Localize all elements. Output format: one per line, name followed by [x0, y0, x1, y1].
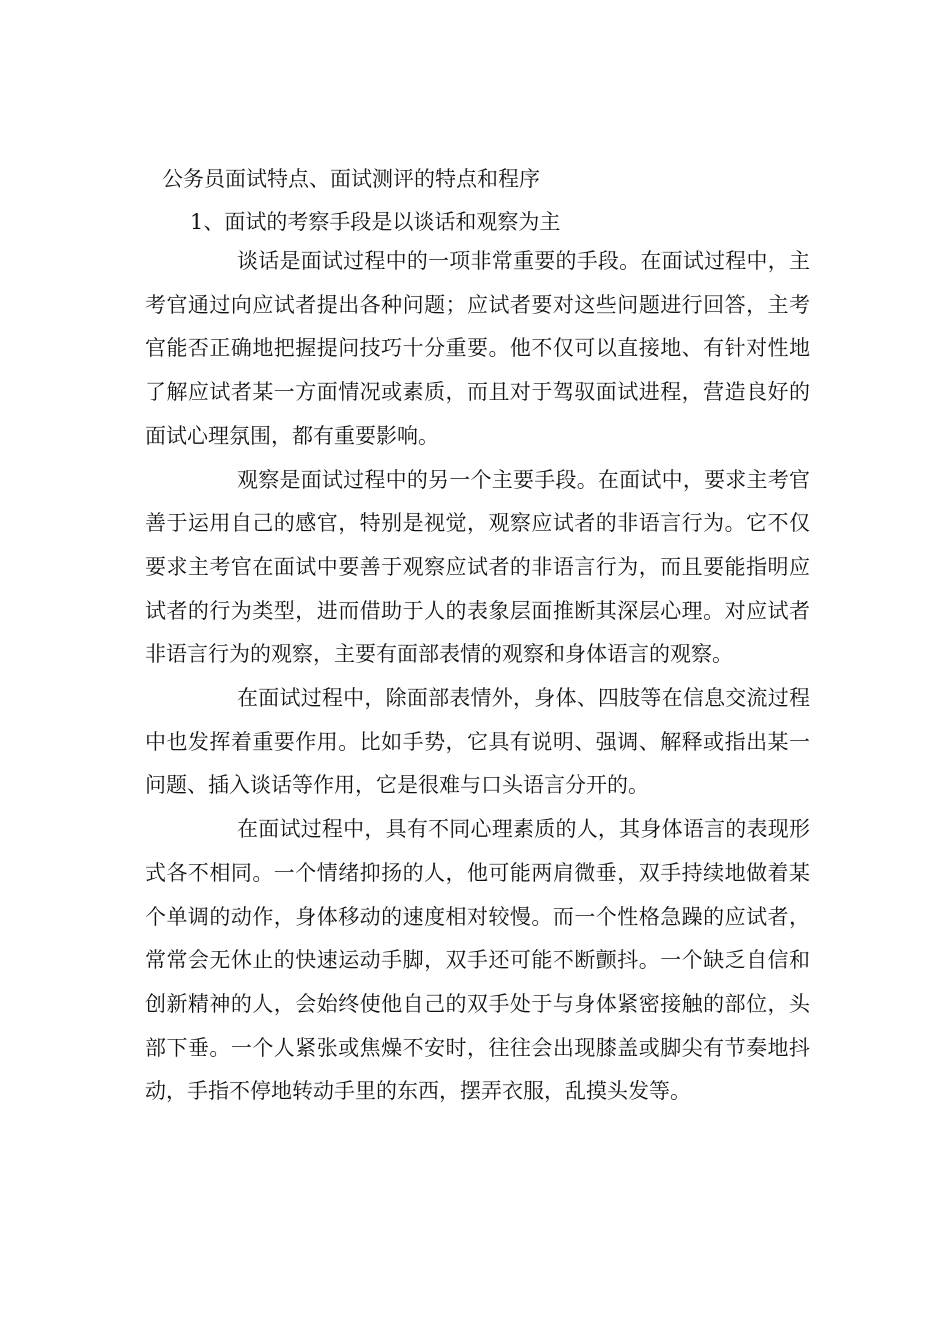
paragraph-observe: 观察是面试过程中的另一个主要手段。在面试中，要求主考官善于运用自己的感官，特别是视觉，观察应试者的非语言行为。它不仅要求主考官在面试中要善于观察应试者的非语言行为，而且要能指明应试者的行为类型，进而借助于人的表象层面推断其深层心理。对应试者非语言行为的观察，主要有面部表情的观察和身体语言的观察。	[145, 467, 810, 667]
paragraph-body-language: 在面试过程中，除面部表情外，身体、四肢等在信息交流过程中也发挥着重要作用。比如手势，它具有说明、强调、解释或指出某一问题、插入谈话等作用，它是很难与口头语言分开的。	[145, 686, 810, 798]
paragraph-psychology: 在面试过程中，具有不同心理素质的人，其身体语言的表现形式各不相同。一个情绪抑扬的人，他可能两肩微垂，双手持续地做着某个单调的动作，身体移动的速度相对较慢。而一个性格急躁的应试者，常常会无休止的快速运动手脚，双手还可能不断颤抖。一个缺乏自信和创新精神的人，会始终使他自己的双手处于与身体紧密接触的部位，头部下垂。一个人紧张或焦燥不安时，往往会出现膝盖或脚尖有节奏地抖动，手指不停地转动手里的东西，摆弄衣服，乱摸头发等。	[145, 817, 810, 1104]
paragraph-talk: 谈话是面试过程中的一项非常重要的手段。在面试过程中，主考官通过向应试者提出各种问题；应试者要对这些问题进行回答，主考官能否正确地把握提问技巧十分重要。他不仅可以直接地、有针对性地了解应试者某一方面情况或素质，而且对于驾驭面试进程，营造良好的面试心理氛围，都有重要影响。	[145, 249, 810, 448]
document-title: 公务员面试特点、面试测评的特点和程序	[162, 167, 540, 191]
document-body	[145, 240, 810, 1114]
section-heading: 1、面试的考察手段是以谈话和观察为主	[190, 210, 561, 234]
